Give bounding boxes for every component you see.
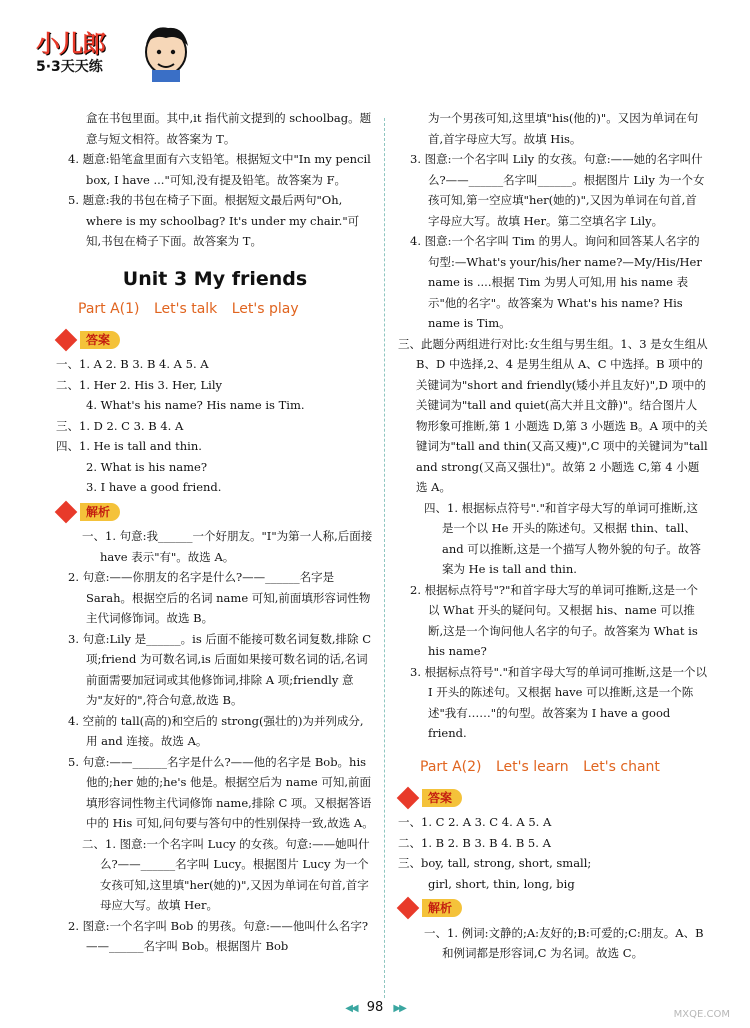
part-subtitle-1: Let's learn	[495, 758, 569, 775]
text-paragraph: 2. What is his name?	[86, 459, 208, 474]
text-paragraph: 四、1. 根据标点符号"."和首字母大写的单词可推断,这是一个以 He 开头的陈述句。又根据 thin、tall、and 可以推断,这是一个描写人物外貌的句子。故答案为 He is tall and thin.	[424, 500, 701, 576]
text-paragraph: 3. I have a good friend.	[86, 480, 222, 494]
next-arrow-icon: ▶▶	[393, 1003, 405, 1014]
left-analysis	[56, 526, 374, 957]
text-paragraph: 2. 句意:——你朋友的名字是什么?——______名字是 Sarah。根据空后的名词 name 可知,前面填形容词性物主代词修饰词。故选 B。	[68, 570, 371, 625]
text-paragraph: 5. 句意:——______名字是什么?——他的名字是 Bob。his 他的;her 她的;he's 他是。根据空后为 name 可知,前面填形容词性物主代词修饰 name,排除 C 项。又根据答语中的 His 可知,问句要与答句中的性别保持一致,故选 A。	[68, 754, 374, 830]
unit-title: Unit 3 My friends	[122, 267, 308, 290]
text-paragraph: 4. What's his name? His name is Tim.	[86, 398, 305, 412]
text-paragraph: 为一个男孩可知,这里填"his(他的)"。又因为单词在句首,首字母应大写。故填 His。	[428, 111, 699, 146]
right-answers	[398, 812, 708, 894]
right-column	[398, 108, 708, 964]
right-continuation	[398, 108, 708, 744]
analysis-tag-label: 解析	[80, 503, 120, 521]
left-column	[56, 108, 374, 957]
brand-title: 小儿郎	[36, 30, 105, 58]
part-label: Part A(1)	[78, 300, 140, 317]
text-paragraph: 2. 根据标点符号"?"和首字母大写的单词可推断,这是一个以 What 开头的疑问句。又根据 his、name 可以推断,这是一个询问他人名字的句子。故答案为 What is his name?	[410, 582, 699, 658]
brand-logo	[28, 20, 198, 90]
part-title-a2	[420, 756, 708, 778]
text-paragraph: 一、1. 例词:文静的;A:友好的;B:可爱的;C:朋友。A、B 和例词都是形容词,C 为名词。故选 C。	[424, 925, 704, 960]
text-paragraph: 一、1. A 2. B 3. B 4. A 5. A	[56, 357, 209, 371]
text-paragraph: 4. 题意:铅笔盒里面有六支铅笔。根据短文中"In my pencil box, I have ..."可知,没有提及铅笔。故答案为 F。	[68, 152, 371, 187]
text-paragraph: 5. 题意:我的书包在椅子下面。根据短文最后两句"Oh, where is my schoolbag? It's under my chair."可知,书包在椅子下面。故答案为 T。	[68, 193, 360, 248]
text-paragraph: 3. 根据标点符号"."和首字母大写的单词可推断,这是一个以 I 开头的陈述句。又根据 have 可以推断,这是一个陈述"我有……"的句型。故答案为 I have a good friend.	[410, 664, 708, 740]
text-paragraph: 三、boy, tall, strong, short, small;	[398, 856, 592, 870]
left-answers	[56, 354, 374, 498]
text-paragraph: 二、1. B 2. B 3. B 4. B 5. A	[398, 835, 551, 850]
text-paragraph: 3. 图意:一个名字叫 Lily 的女孩。句意:——她的名字叫什么?——______名字叫______。根据图片 Lily 为一个女孩可知,第一空应填"her(她的)",又因为单词在句首,首字母应大写。故填 Her。第二空填名字 Lily。	[410, 152, 705, 228]
answer-tag	[398, 788, 462, 808]
text-paragraph: 二、1. Her 2. His 3. Her, Lily	[56, 377, 223, 392]
tag-icon	[55, 328, 78, 351]
analysis-tag-label: 解析	[422, 899, 462, 917]
answer-tag-label: 答案	[422, 789, 462, 807]
part-subtitle-2: Let's play	[231, 300, 299, 317]
column-divider	[384, 118, 385, 998]
text-paragraph: 一、1. 句意:我______一个好朋友。"I"为第一人称,后面接 have 表示"有"。故选 A。	[82, 529, 373, 564]
watermark: MXQE.COM	[673, 1009, 730, 1020]
text-paragraph: 2. 图意:一个名字叫 Bob 的男孩。句意:——他叫什么名字?——______名字叫 Bob。根据图片 Bob	[68, 918, 369, 953]
prev-arrow-icon: ◀◀	[345, 1003, 357, 1014]
text-paragraph: 一、1. C 2. A 3. C 4. A 5. A	[398, 815, 552, 829]
answer-tag-label: 答案	[80, 331, 120, 349]
page-number: 98	[366, 1000, 384, 1015]
right-analysis	[398, 923, 708, 964]
analysis-tag	[398, 898, 462, 918]
answer-tag	[56, 330, 120, 350]
analysis-tag	[56, 502, 120, 522]
brand-subtitle: 5·3天天练	[36, 59, 103, 75]
text-paragraph: 盒在书包里面。其中,it 指代前文提到的 schoolbag。题意与短文相符。故答案为 T。	[86, 111, 372, 146]
text-paragraph: 二、1. 图意:一个名字叫 Lucy 的女孩。句意:——她叫什么?——______名字叫 Lucy。根据图片 Lucy 为一个女孩可知,这里填"her(她的)",又因为单词在句首,首字母应大写。故填 Her。	[82, 836, 370, 912]
text-paragraph: 三、此题分两组进行对比:女生组与男生组。1、3 是女生组从 B、D 中选择,2、4 是男生组从 A、C 中选择。B 项中的关键词为"short and friendly(矮小并且友好)",D 项中的关键词为"tall and quiet(高大并且文静)"。结合图片人物形象可推断,第 1 小题选 D,第 3 小题选 B。A 项中的关键词为"tall and thin(又高又瘦)",C 项中的关键词为"tall and strong(又高又强壮)"。故第 2 小题选 C,第 4 小题选 A。	[398, 336, 708, 494]
part-subtitle-1: Let's talk	[153, 300, 218, 317]
left-intro	[56, 108, 374, 252]
text-paragraph: 4. 空前的 tall(高的)和空后的 strong(强壮的)为并列成分,用 and 连接。故选 A。	[68, 713, 364, 748]
text-paragraph: 四、1. He is tall and thin.	[56, 439, 202, 453]
text-paragraph: 三、1. D 2. C 3. B 4. A	[56, 418, 184, 433]
tag-icon	[397, 786, 420, 809]
part-title-a1	[78, 298, 374, 320]
page-number-bar	[0, 1000, 750, 1015]
text-paragraph: 4. 图意:一个名字叫 Tim 的男人。询问和回答某人名字的句型:—What's your/his/her name?—My/His/Her name is ....根据 Tim 为男人可知,用 his name 表示"他的名字"。故答案为 What's his name? His name is Tim。	[410, 234, 702, 330]
text-paragraph: girl, short, thin, long, big	[428, 876, 575, 891]
mascot-icon	[138, 22, 194, 84]
part-subtitle-2: Let's chant	[583, 758, 660, 775]
tag-icon	[397, 897, 420, 920]
part-label: Part A(2)	[420, 758, 482, 775]
text-paragraph: 3. 句意:Lily 是______。is 后面不能接可数名词复数,排除 C 项;friend 为可数名词,is 后面如果接可数名词的话,名词前面需要加冠词或其他修饰词,排除 A 项;friendly 意为"友好的",符合句意,故选 B。	[68, 631, 371, 707]
tag-icon	[55, 500, 78, 523]
